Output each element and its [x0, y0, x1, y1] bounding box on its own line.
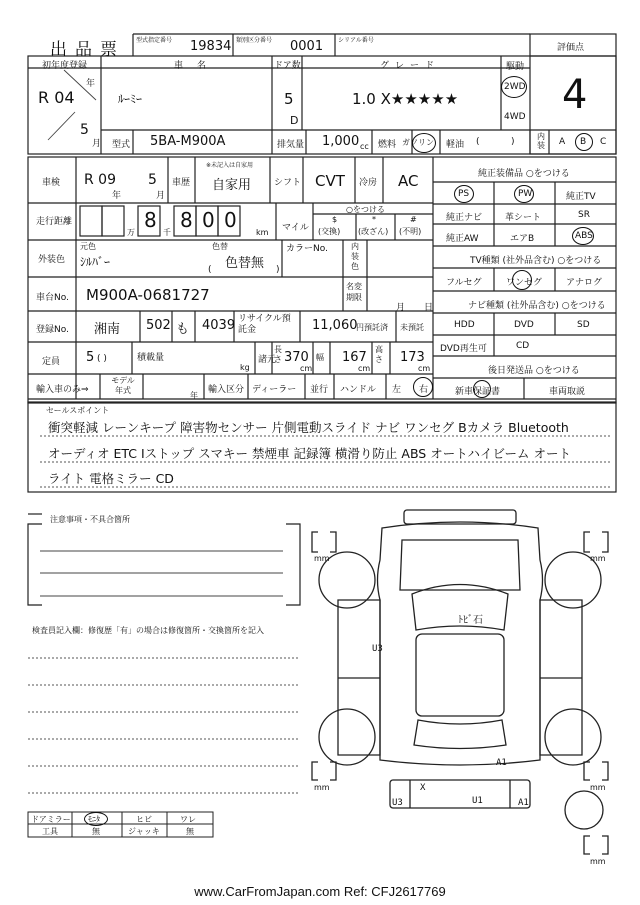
jack-value: 無 [186, 827, 194, 836]
serial-label: シリアル番号 [338, 37, 374, 44]
displacement-label: 排気量 [277, 140, 305, 150]
model-year-unit: 年 [190, 391, 198, 400]
first-reg-label: 初年度登録 [42, 61, 88, 71]
shaken-year: R 09 [84, 172, 116, 188]
equip-ps: PS [458, 189, 470, 199]
displacement-unit: cc [360, 142, 369, 151]
tv-oneseg-circle [512, 270, 532, 290]
mileage-digit-4: 0 [224, 208, 237, 232]
history-note: ※未記入は自家用 [206, 162, 254, 169]
repaint-value: 色替無 [225, 256, 265, 271]
tools-value: 無 [92, 827, 100, 836]
grade-value: 1.0 X★★★★★ [352, 90, 459, 108]
first-reg-month-mark: 月 [92, 139, 102, 149]
equip-pw: PW [518, 189, 533, 199]
shift-value: CVT [315, 172, 345, 190]
doors-label: ドア数 [274, 61, 301, 71]
mark-header: ○をつける [346, 205, 385, 214]
mark-altered-sub: (改ざん) [358, 227, 389, 236]
mm-front-left: mm [314, 554, 330, 563]
load-unit: kg [240, 363, 250, 372]
fuel-label: 燃料 [378, 140, 397, 150]
import-parallel: 並行 [310, 385, 329, 395]
mark-unknown-sub: (不明) [399, 227, 422, 236]
mark-unknown: # [410, 215, 417, 224]
mileage-digit-3: 0 [202, 208, 215, 232]
capacity-label: 定員 [42, 357, 61, 367]
mm-front-right: mm [590, 554, 606, 563]
length-label: 長さ [274, 345, 282, 364]
recycle-value: 11,060 [312, 318, 358, 333]
mark-altered: * [372, 215, 376, 224]
mileage-km-unit: km [256, 228, 269, 237]
sales-line-3: ライト 電格ミラー CD [48, 471, 174, 486]
equip-pw-circle [514, 185, 534, 203]
first-reg-year: R 04 [38, 88, 75, 107]
mm-spare: mm [590, 857, 606, 866]
model-code-value: 19834 [190, 39, 232, 54]
recycle-unpaid: 未預託 [400, 323, 424, 332]
footer-ref[interactable]: www.CarFromJapan.com Ref: CFJ2617769 [194, 884, 446, 899]
expiry-month: 月 [396, 303, 406, 313]
door-mirror-label: ドアミラー [31, 815, 71, 824]
load-label: 積載量 [137, 353, 165, 363]
reg-kana: も [176, 322, 190, 337]
length-unit: cm [300, 364, 313, 373]
sales-line-2: オーディオ ETC Iストップ スマキー 禁煙車 記録簿 横滑り防止 ABS オートハイビーム オート [48, 446, 571, 461]
spare-wheel [565, 791, 603, 829]
equip-leather: 革シート [505, 213, 542, 223]
import-class-label: 輸入区分 [208, 385, 245, 395]
tools-label: 工具 [42, 827, 58, 836]
reg-class: 502 [146, 318, 171, 333]
first-reg-month: 5 [80, 122, 89, 138]
expiry-day: 日 [424, 303, 434, 313]
ac-label: 冷房 [359, 178, 378, 188]
drive-4wd: 4WD [504, 112, 526, 122]
repaint-label: 色替 [212, 242, 228, 251]
category-value: 0001 [290, 39, 324, 54]
rear-left-wheel [319, 709, 375, 765]
fuel-gasoline: ガソリン [402, 138, 434, 147]
tv-oneseg: ワンセグ [506, 278, 543, 288]
interior-b-circle [575, 133, 593, 151]
mile-label: マイル [282, 223, 309, 233]
after-warranty-circle [473, 380, 491, 398]
sales-label: セールスポイント [46, 406, 110, 415]
color-label: 外装色 [38, 255, 66, 265]
color-no-label: カラーNo. [286, 244, 328, 254]
interior-a: A [559, 137, 566, 147]
width-value: 167 [342, 350, 367, 365]
dims-label: 諸元 [258, 355, 277, 365]
mark-u3-side: U3 [372, 644, 383, 654]
drive-label: 駆動 [506, 62, 525, 72]
mileage-digit-2: 8 [180, 208, 193, 232]
orig-color-label: 元色 [80, 242, 96, 251]
mm-rear-left: mm [314, 783, 330, 792]
handle-right: 右 [419, 385, 429, 395]
height-unit: cm [418, 364, 431, 373]
chassis-value: M900A-0681727 [86, 286, 210, 304]
mark-exchange-sub: (交換) [318, 227, 341, 236]
handle-label: ハンドル [340, 385, 377, 395]
jack-label: ジャッキ [128, 827, 160, 836]
doors-value: 5 [284, 90, 294, 108]
crack-label: ヒビ [136, 815, 152, 824]
equip-airbag: エアB [510, 234, 535, 244]
capacity-paren: ( ) [97, 354, 107, 364]
equip-genuine-tv: 純正TV [566, 192, 596, 202]
after-warranty: 新車保証書 [455, 387, 501, 397]
height-value: 173 [400, 350, 425, 365]
rating-value: 4 [562, 72, 588, 118]
navi-sd: SD [577, 320, 590, 330]
mark-u3-bumper: U3 [392, 798, 403, 808]
drive-2wd: 2WD [504, 82, 526, 92]
interior-label: 内装 [537, 132, 545, 150]
chassis-label: 車台No. [36, 293, 69, 303]
sales-line-1: 衝突軽減 レーンキープ 障害物センサー 片側電動スライド ナビ ワンセグ Bカメラ Bluetooth [48, 420, 569, 435]
inspector-label: 検査員記入欄：修復歴「有」の場合は修復箇所・交換箇所を記入 [32, 626, 264, 635]
expiry-label: 名変期限 [346, 282, 362, 302]
equip-sr: SR [578, 210, 590, 220]
mm-rear-right: mm [590, 783, 606, 792]
height-label: 高さ [375, 345, 383, 364]
car-name-label: 車名 [174, 61, 221, 71]
navi-dvd: DVD [514, 320, 534, 330]
capacity-value: 5 [86, 350, 95, 365]
mark-x: X [420, 783, 426, 793]
reg-number: 4039 [202, 318, 236, 333]
rating-label: 評価点 [557, 43, 585, 53]
interior-c: C [600, 137, 607, 147]
first-reg-year-mark: 年 [86, 79, 96, 89]
tv-header: TV種類 (社外品含む) ○をつける [470, 256, 602, 266]
width-unit: cm [358, 364, 371, 373]
fuel-diesel-label: 軽油 [446, 140, 465, 150]
shaken-month-mark: 月 [156, 191, 166, 201]
drive-2wd-circle [501, 76, 527, 98]
tv-analog: アナログ [566, 278, 603, 288]
interior-color-label: 内装色 [351, 242, 359, 271]
car-body-outline [378, 522, 543, 765]
shift-label: シフト [274, 178, 302, 188]
history-value: 自家用 [212, 178, 252, 193]
door-mirror-circle [84, 812, 108, 826]
rear-bumper-outline [390, 780, 530, 808]
model-code-label: 型式指定番号 [136, 37, 173, 44]
width-label: 幅 [316, 353, 324, 362]
category-label: 類別区分番号 [236, 37, 273, 44]
mark-exchange: $ [332, 215, 338, 224]
tv-fullseg: フルセグ [446, 278, 482, 288]
equip-ps-circle [454, 185, 474, 203]
car-name-value: ﾙｰﾐｰ [118, 92, 143, 106]
equip-genuine-navi: 純正ナビ [446, 213, 483, 223]
reg-label: 登録No. [36, 325, 69, 335]
after-header: 後日発送品 ○をつける [488, 366, 580, 376]
equip-abs-circle [572, 227, 594, 245]
handle-left: 左 [392, 385, 402, 395]
repaint-close-paren: ) [276, 265, 280, 275]
break-label: ワレ [180, 815, 196, 824]
mark-a1-rear: A1 [496, 758, 507, 768]
mileage-sen-unit: 千 [163, 228, 171, 237]
ac-value: AC [398, 172, 419, 190]
fuel-gasoline-circle [412, 133, 436, 153]
navi-dvd-play: DVD再生可 [440, 344, 487, 354]
equip-genuine-aw: 純正AW [446, 234, 479, 244]
type-value: 5BA-M900A [150, 134, 226, 149]
form-title: 出品票 [50, 40, 125, 60]
import-dealer: ディーラー [252, 385, 297, 395]
navi-hdd: HDD [454, 320, 475, 330]
caution-label: 注意事項・不具合箇所 [50, 515, 130, 524]
mileage-digit-1: 8 [144, 208, 157, 232]
door-type: D [290, 114, 299, 127]
recycle-label: リサイクル預託金 [238, 314, 291, 335]
grade-label: グレード [380, 61, 441, 71]
length-value: 370 [284, 350, 309, 365]
genuine-header: 純正装備品 ○をつける [478, 169, 570, 179]
interior-b: B [580, 137, 587, 147]
repaint-open-paren: ( [208, 265, 212, 275]
navi-header: ナビ種類 (社外品含む) ○をつける [468, 301, 606, 311]
shaken-year-mark: 年 [112, 191, 122, 201]
equip-abs: ABS [575, 231, 593, 241]
handle-right-circle [413, 377, 433, 397]
door-mirror-value: ﾓﾆﾀ [88, 815, 100, 824]
mark-u1: U1 [472, 796, 483, 806]
displacement-value: 1,000 [322, 134, 360, 149]
mark-a1-bumper: A1 [518, 798, 529, 808]
mileage-man-unit: 万 [127, 228, 135, 237]
mark-windshield: ﾄﾋﾞ石 [458, 615, 483, 626]
reg-region: 湘南 [94, 322, 121, 337]
orig-color-value: ｼﾙﾊﾞｰ [80, 255, 111, 269]
navi-cd: CD [516, 341, 530, 351]
model-year-label: モデル年式 [111, 376, 135, 395]
rear-right-wheel [545, 709, 601, 765]
shaken-label: 車検 [42, 178, 61, 188]
import-label: 輸入車のみ⇒ [36, 385, 89, 395]
recycle-suffix: 円預託済 [356, 323, 388, 332]
shaken-month: 5 [148, 172, 157, 188]
history-label: 車歴 [172, 178, 191, 188]
fuel-diesel-paren: ( ) [476, 137, 515, 147]
mileage-label: 走行距離 [36, 217, 73, 227]
after-manual: 車両取説 [549, 387, 586, 397]
type-label: 型式 [112, 140, 131, 150]
